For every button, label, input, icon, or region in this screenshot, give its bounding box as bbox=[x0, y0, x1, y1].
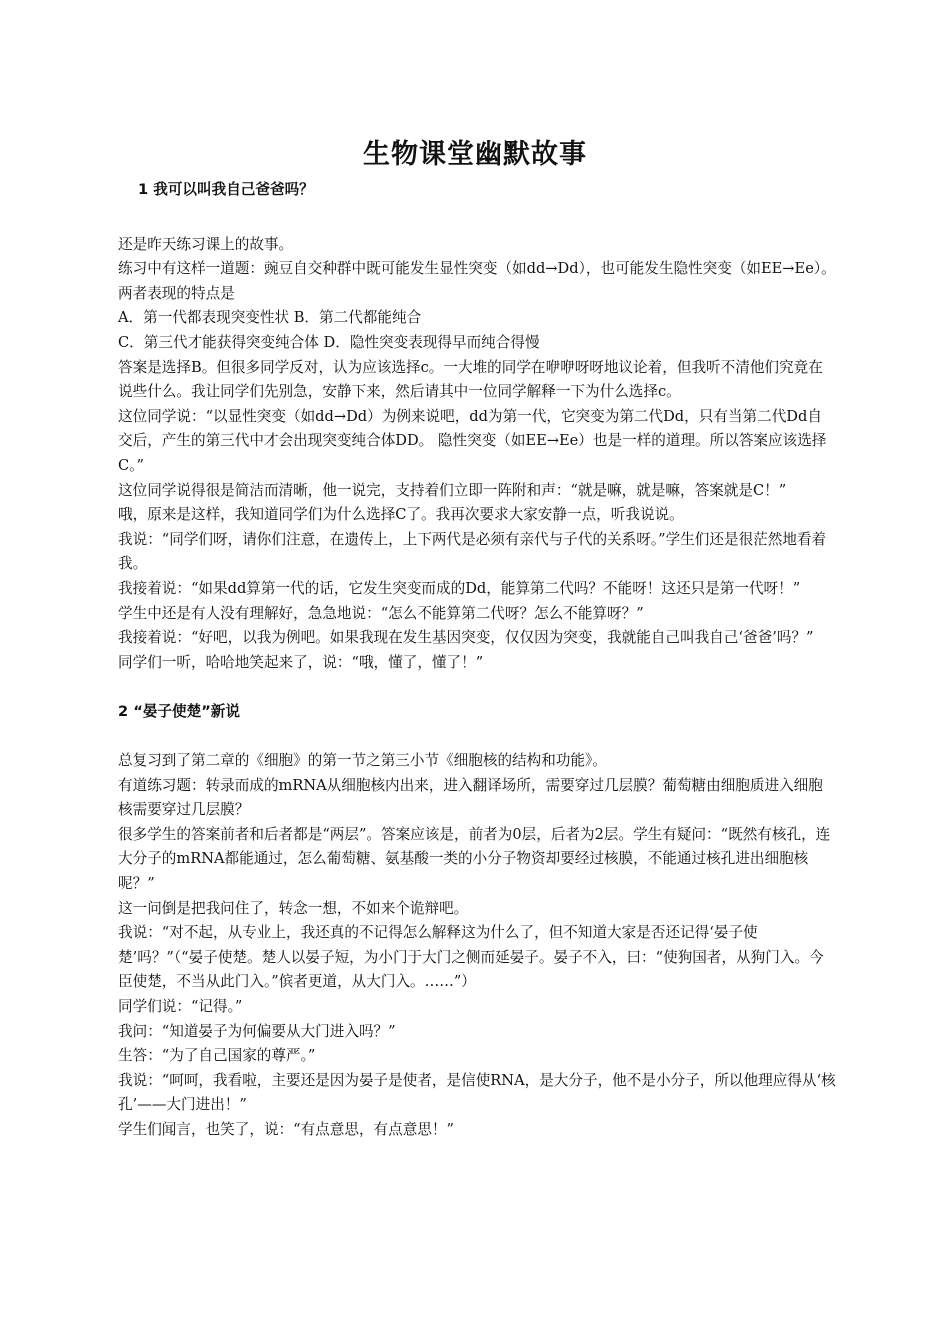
paragraph: 同学们说：“记得。” bbox=[118, 998, 243, 1015]
paragraph: 答案是选择B。但很多同学反对，认为应该选择c。一大堆的同学在咿咿呀呀地议论着，但我听不清他们究竟在说些什么。我让同学们先别急，安静下来，然后请其中一位同学解释一下为什么选择c。 bbox=[118, 358, 823, 401]
paragraph: 我说：“同学们呀，请你们注意，在遗传上，上下两代是必须有亲代与子代的关系呀。”学生们还是很茫然地看着我。 bbox=[118, 530, 827, 573]
document-title: 生物课堂幽默故事 bbox=[363, 139, 587, 170]
paragraph: 我问：“知道晏子为何偏要从大门进入吗？” bbox=[118, 1022, 396, 1040]
section-1-heading: 1 我可以叫我自己爸爸吗？ bbox=[138, 181, 314, 198]
paragraph: 学生们闻言，也笑了，说：“有点意思，有点意思！” bbox=[118, 1120, 454, 1138]
spacer bbox=[118, 675, 836, 700]
paragraph: 我说：“呵呵，我看啦，主要还是因为晏子是使者，是信使RNA，是大分子，他不是小分子，所以他理应得从‘核孔’——大门进出！” bbox=[118, 1071, 836, 1114]
paragraph: 总复习到了第二章的《细胞》的第一节之第三小节《细胞核的结构和功能》。 bbox=[118, 752, 607, 770]
paragraph: 这位同学说得很是简洁而清晰，他一说完，支持着们立即一阵附和声：“就是嘛，就是嘛，答案就是C！” bbox=[118, 481, 787, 499]
paragraph: 很多学生的答案前者和后者都是“两层”。答案应该是，前者为0层，后者为2层。学生有疑问：“既然有核孔，连大分子的mRNA都能通过，怎么葡萄糖、氨基酸一类的小分子物资却要经过核膜，不能通过核孔进出细胞核呢？” bbox=[118, 825, 831, 893]
paragraph: 这位同学说：“以显性突变（如dd→Dd）为例来说吧，dd为第一代，它突变为第二代Dd，只有当第二代Dd自交后，产生的第三代中才会出现突变纯合体DD。 隐性突变（如EE→Ee）也是一样的道理。所以答案应该选择C。” bbox=[118, 407, 827, 474]
option-line: C．第三代才能获得突变纯合体 D．隐性突变表现得早而纯合得慢 bbox=[118, 333, 540, 351]
paragraph: 我说：“对不起，从专业上，我还真的不记得怎么解释这为什么了，但不知道大家是否还记得‘晏子使楚’吗？”（“晏子使楚。楚人以晏子短，为小门于大门之侧而延晏子。晏子不入，曰：“使狗国者，从狗门入。今臣使楚，不当从此门入。”傧者更道，从大门入。……”） bbox=[118, 924, 824, 991]
paragraph: 这一问倒是把我问住了，转念一想，不如来个诡辩吧。 bbox=[118, 899, 469, 917]
paragraph: 练习中有这样一道题：豌豆自交种群中既可能发生显性突变（如dd→Dd），也可能发生隐性突变（如EE→Ee）。两者表现的特点是 bbox=[118, 260, 836, 302]
paragraph: 我接着说：“如果dd算第一代的话，它发生突变而成的Dd，能算第二代吗？不能呀！这还只是第一代呀！” bbox=[118, 579, 801, 597]
paragraph: 学生中还是有人没有理解好，急急地说：“怎么不能算第二代呀？怎么不能算呀？” bbox=[118, 604, 644, 622]
section-2-heading: 2 “晏子使楚”新说 bbox=[118, 702, 240, 720]
paragraph: 哦，原来是这样，我知道同学们为什么选择C了。我再次要求大家安静一点，听我说说。 bbox=[118, 506, 684, 524]
spacer bbox=[118, 724, 836, 749]
paragraph: 生答：“为了自己国家的尊严。” bbox=[118, 1047, 316, 1065]
document-body bbox=[118, 178, 836, 1143]
paragraph: 我接着说：“好吧，以我为例吧。如果我现在发生基因突变，仅仅因为突变，我就能自己叫我自己‘爸爸’吗？” bbox=[118, 629, 814, 647]
spacer bbox=[118, 203, 836, 233]
paragraph: 还是昨天练习课上的故事。 bbox=[118, 235, 294, 253]
paragraph: 同学们一听，哈哈地笑起来了，说：“哦，懂了，懂了！” bbox=[118, 653, 484, 671]
paragraph: 有道练习题：转录而成的mRNA从细胞核内出来，进入翻译场所，需要穿过几层膜？葡萄糖由细胞质进入细胞核需要穿过几层膜？ bbox=[118, 776, 823, 819]
option-line: A．第一代都表现突变性状 B．第二代都能纯合 bbox=[118, 309, 422, 327]
